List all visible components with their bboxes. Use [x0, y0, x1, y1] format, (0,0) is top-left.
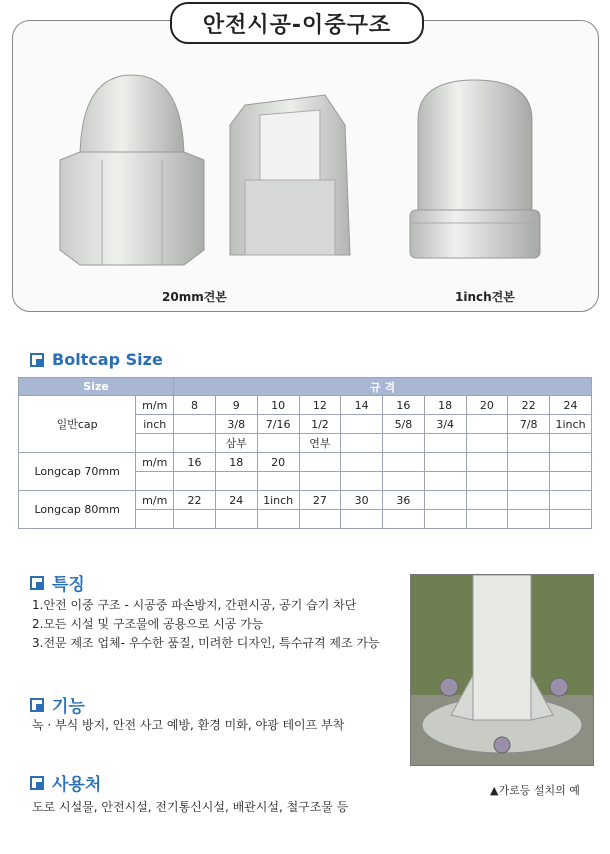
- boltcap-size-table: [18, 377, 592, 529]
- unit-cell: m/m: [136, 453, 174, 472]
- features-list: [32, 596, 380, 653]
- size-cell: [383, 510, 425, 529]
- unit-cell: m/m: [136, 491, 174, 510]
- page-title: 안전시공-이중구조: [170, 2, 424, 44]
- size-cell: [466, 510, 508, 529]
- size-cell: 16: [383, 396, 425, 415]
- size-cell: 7/8: [508, 415, 550, 434]
- unit-cell: [136, 510, 174, 529]
- row-group-label: Longcap 80mm: [19, 491, 136, 529]
- size-cell: [174, 510, 216, 529]
- size-cell: [341, 472, 383, 491]
- size-cell: [550, 491, 592, 510]
- size-cell: [299, 453, 341, 472]
- unit-cell: inch: [136, 415, 174, 434]
- size-cell: 22: [174, 491, 216, 510]
- size-cell: 5/8: [383, 415, 425, 434]
- size-cell: 삼부: [215, 434, 257, 453]
- unit-cell: [136, 472, 174, 491]
- size-cell: 18: [424, 396, 466, 415]
- size-cell: [508, 510, 550, 529]
- size-cell: [341, 453, 383, 472]
- size-cell: [257, 472, 299, 491]
- size-cell: [508, 453, 550, 472]
- streetlight-caption: ▲가로등 설치의 예: [490, 784, 580, 797]
- size-cell: [550, 510, 592, 529]
- heading-square-icon: [30, 353, 44, 367]
- size-cell: [508, 434, 550, 453]
- size-cell: [215, 510, 257, 529]
- table-row: [19, 453, 592, 472]
- size-cell: [341, 510, 383, 529]
- size-cell: [257, 510, 299, 529]
- boltcap-heading: Boltcap Size: [30, 350, 163, 369]
- size-cell: [299, 472, 341, 491]
- size-cell: 14: [341, 396, 383, 415]
- size-cell: [383, 453, 425, 472]
- heading-square-icon: [30, 698, 44, 712]
- features-heading: 특징: [30, 570, 85, 595]
- size-cell: 1inch: [550, 415, 592, 434]
- size-cell: 27: [299, 491, 341, 510]
- header-spec: 규 격: [174, 378, 592, 396]
- size-cell: 12: [299, 396, 341, 415]
- size-cell: 8: [174, 396, 216, 415]
- heading-square-icon: [30, 576, 44, 590]
- size-cell: 18: [215, 453, 257, 472]
- size-cell: [424, 472, 466, 491]
- size-cell: [466, 472, 508, 491]
- feature-item: 3.전문 제조 업체- 우수한 품질, 미려한 디자인, 특수규격 제조 가능: [32, 636, 380, 650]
- size-cell: [257, 434, 299, 453]
- unit-cell: [136, 434, 174, 453]
- size-cell: [174, 415, 216, 434]
- size-cell: [383, 472, 425, 491]
- size-cell: [466, 453, 508, 472]
- size-cell: [383, 434, 425, 453]
- size-cell: 30: [341, 491, 383, 510]
- streetlight-installation-photo: [410, 574, 594, 766]
- size-cell: 1inch: [257, 491, 299, 510]
- size-cell: 9: [215, 396, 257, 415]
- label-1inch: 1inch견본: [455, 290, 515, 304]
- size-cell: [215, 472, 257, 491]
- size-cell: 10: [257, 396, 299, 415]
- heading-square-icon: [30, 776, 44, 790]
- function-heading: 기능: [30, 692, 85, 717]
- boltcap-20mm-photo: [40, 60, 220, 285]
- label-20mm: 20mm견본: [162, 290, 227, 304]
- boltcap-cutaway-photo: [215, 85, 365, 275]
- size-cell: [299, 510, 341, 529]
- size-cell: 3/8: [215, 415, 257, 434]
- size-cell: 24: [215, 491, 257, 510]
- size-cell: [466, 491, 508, 510]
- size-cell: [550, 453, 592, 472]
- usage-heading: 사용처: [30, 770, 101, 795]
- size-cell: [466, 434, 508, 453]
- size-cell: [424, 453, 466, 472]
- header-size: Size: [19, 378, 174, 396]
- size-cell: 3/4: [424, 415, 466, 434]
- size-cell: 24: [550, 396, 592, 415]
- size-cell: [174, 472, 216, 491]
- size-cell: 20: [466, 396, 508, 415]
- row-group-label: 일반cap: [19, 396, 136, 453]
- size-cell: [341, 415, 383, 434]
- table-row: [19, 396, 592, 415]
- size-cell: 16: [174, 453, 216, 472]
- size-cell: 36: [383, 491, 425, 510]
- size-cell: [424, 491, 466, 510]
- size-cell: 7/16: [257, 415, 299, 434]
- size-cell: 1/2: [299, 415, 341, 434]
- size-cell: [174, 434, 216, 453]
- usage-text: 도로 시설물, 안전시설, 전기통신시설, 배관시설, 철구조물 등: [32, 800, 349, 814]
- size-cell: 20: [257, 453, 299, 472]
- size-cell: [550, 472, 592, 491]
- size-cell: [424, 510, 466, 529]
- boltcap-1inch-photo: [400, 75, 550, 270]
- size-cell: [508, 472, 550, 491]
- size-cell: [466, 415, 508, 434]
- size-cell: 22: [508, 396, 550, 415]
- size-cell: [424, 434, 466, 453]
- size-cell: [550, 434, 592, 453]
- unit-cell: m/m: [136, 396, 174, 415]
- feature-item: 1.안전 이중 구조 - 시공중 파손방지, 간편시공, 공기 습기 차단: [32, 598, 357, 612]
- row-group-label: Longcap 70mm: [19, 453, 136, 491]
- size-cell: 연부: [299, 434, 341, 453]
- size-cell: [508, 491, 550, 510]
- size-cell: [341, 434, 383, 453]
- table-row: [19, 491, 592, 510]
- function-text: 녹 · 부식 방지, 안전 사고 예방, 환경 미화, 야광 테이프 부착: [32, 718, 345, 732]
- feature-item: 2.모든 시설 및 구조물에 공용으로 시공 가능: [32, 617, 264, 631]
